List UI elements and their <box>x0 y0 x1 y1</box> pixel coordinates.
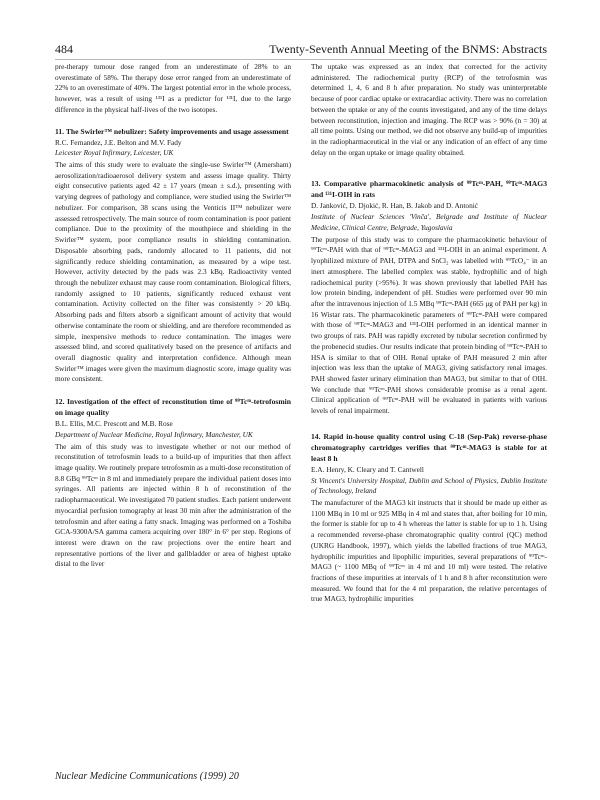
journal-footer: Nuclear Medicine Communications (1999) 20 <box>55 771 239 782</box>
abstract-11-affiliation: Leicester Royal Infirmary, Leicester, UK <box>55 148 174 158</box>
abstract-11-body: The aims of this study were to evaluate the single-use Swirler™ (Amersham) aerosolization/radioaerosol delivery system and assess image quality. Thirty eight consecutive patients aged 42 ± 17 years (mean ± s.d.), presenting with varying degrees of pathology and compliance, were studied using the Swirler™ nebulizer. For comparison, 38 scans using the Venticis II™ nebulizer were assessed retrospectively. The main source of room contamination is poor patient compliance. Due to the proximity of the mouthpiece and shielding in the Swirler™ system, poor compliance results in shielding contamination. Disposable absorbing pads, randomly allocated to 11 patients, did not significantly reduce shielding contamination, as measured by a wipe test. However, activity detected by the pads was 2.3 kBq. Radioactivity vented through the nebulizer exhaust may cause room contamination. Biological filters, randomly assigned to 10 patients, significantly reduced exhaust vent contamination. Activity collected on the filter was consistently > 20 kBq. Absorbing pads and filters absorb a significant amount of activity that would otherwise contaminate the room or shielding, and are therefore recommended as simple, inexpensive methods to reduce contamination. The images were assessed blind, and scored qualitatively based on the presence of artifacts and overall diagnostic quality and interpretation confidence. Although mean Swirler™ images were given the maximum diagnostic score, image quality was more consistent. <box>55 160 291 384</box>
abstract-12 <box>55 396 291 570</box>
abstract-11-title: 11. The Swirler™ nebulizer: Safety improvements and usage assessment <box>55 126 289 136</box>
abstract-12-authors: B.L. Ellis, M.C. Prescott and M.B. Rose <box>55 419 173 429</box>
abstract-11 <box>55 126 291 386</box>
abstract-14-title: 14. Rapid in-house quality control using C-18 (Sep-Pak) reverse-phase chromatography cartridges verifies that ⁹⁹Tcᵐ-MAG3 is stable for at least 8 h <box>311 431 547 463</box>
running-title: Twenty-Seventh Annual Meeting of the BNMS: Abstracts <box>269 42 547 56</box>
abstract-12-affiliation: Department of Nuclear Medicine, Royal Infirmary, Manchester, UK <box>55 429 253 439</box>
abstract-14 <box>311 431 547 605</box>
continuation-paragraph-right: The uptake was expressed as an index that corrected for the activity administered. The radiochemical purity (RCP) of the tetrofosmin was determined 1, 4, 6 and 8 h after preparation. No study was uninterpretable because of poor cardiac uptake or extracardiac activity. There was no correlation between the uptake or any of the counts investigated, and any of the time delays between reconstitution, injection and imaging. The RCP was > 90% (n = 30) at all time points. Using our method, we did not observe any build-up of impurities in the radiopharmaceutical in the vial or any indication of an effect of any time delay on the organ uptake or image quality obtained. <box>311 62 547 157</box>
continuation-paragraph: pre-therapy tumour dose ranged from an underestimate of 28% to an overestimate of 58%. The therapy dose error ranged from an underestimate of 22% to an overestimate of 40%. The largest potential error in the whole process, however, was a result of using ¹³¹I as a predictor for ¹³¹I, due to the large difference in the physical half-lives of the two isotopes. <box>55 62 291 114</box>
abstract-14-body: The manufacturer of the MAG3 kit instructs that it should be made up either as 1100 MBq in 10 ml or 925 MBq in 4 ml and states that, after boiling for 10 min, the former is stable for up to 4 h whereas the latter is stable for up to 1 h. Using a recommended reverse-phase chromatographic quality control (QC) method (UKRG Handbook, 1997), which yields the labelled fractions of true MAG3, hydrophilic impurities and lipophilic impurities, several preparations of ⁹⁹Tcᵐ-MAG3 (~ 1100 MBq of ⁹⁹Tcᵐ in 4 ml and 10 ml) were tested. The relative fractions of these impurities at intervals of 1 h and 8 h after reconstitution were measured. We found that for the 4 ml preparation, the relative percentages of true MAG3, hydrophilic impurities <box>311 498 547 604</box>
running-header <box>55 42 547 60</box>
right-column <box>311 62 547 605</box>
abstract-12-title: 12. Investigation of the effect of reconstitution time of ⁹⁹Tcᵐ-tetrofosmin on image quality <box>55 397 291 418</box>
left-column <box>55 62 291 570</box>
abstract-13-affiliation: Institute of Nuclear Sciences 'Vinča', Belgrade and Institute of Nuclear Medicine, Clinical Centre, Belgrade, Yugoslavia <box>311 212 547 232</box>
abstract-14-affiliation: St Vincent's University Hospital, Dublin and School of Physics, Dublin Institute of Technology, Ireland <box>311 475 547 496</box>
abstract-14-authors: E.A. Henry, K. Cleary and T. Cantwell <box>311 464 424 474</box>
abstract-11-authors: R.C. Fernandez, J.E. Belton and M.V. Fady <box>55 137 182 147</box>
abstract-13-title: 13. Comparative pharmacokinetic analysis of ⁹⁹Tcᵐ-PAH, ⁹⁹Tcᵐ-MAG3 and ¹³¹I-OIH in rats <box>311 179 547 200</box>
abstract-13-body: The purpose of this study was to compare the pharmacokinetic behaviour of ⁹⁹Tcᵐ-PAH with that of ⁹⁹Tcᵐ-MAG3 and ¹³¹I-OIH in an animal experiment. A lyophilized mixture of PAH, DTPA and SnCl₂ was labelled with ⁹⁹TcO₄⁻ in an inert atmosphere. The labelled complex was stable, hydrophilic and of high radiochemical purity (>95%). It was shown previously that labelled PAH has low protein binding, independent of pH. Studies were performed over 90 min after the intravenous injection of 1.5 MBq ⁹⁹Tcᵐ-PAH (665 μg of PAH per kg) in 16 Wistar rats. The pharmacokinetic parameters of ⁹⁹Tcᵐ-PAH were compared with those of ⁹⁹Tcᵐ-MAG3 and ¹³¹I-OIH performed in an identical manner in two groups of rats. PAH was rapidly excreted by tubular secretion confirmed by the probenecid studies. Our results indicate that protein binding of ⁹⁹Tcᵐ-PAH to HSA is similar to that of OIH. Renal uptake of PAH measured 2 min after injection was less than the uptake of MAG3, giving satisfactory renal images. PAH showed faster urinary elimination than MAG3, but similar to that of OIH. We conclude that ⁹⁹Tcᵐ-PAH shows considerable promise as a renal agent. Clinical application of ⁹⁹Tcᵐ-PAH will be evaluated in patients with various levels of renal impairment. <box>311 234 547 416</box>
abstract-12-body: The aim of this study was to investigate whether or not our method of reconstitution of tetrofosmin leads to a build-up of impurities that then affect image quality. We routinely prepare tetrofosmin as a multi-dose reconstitution of 8.8 GBq ⁹⁹Tcᵐ in 8 ml and immediately prepare the individual patient doses into syringes. All patients are injected within 8 h of reconstitution of the radiopharmaceutical. We investigated 70 patient studies. Each patient underwent myocardial perfusion tomography at least 30 min after the administration of the tetrofosmin and after eating a fatty snack. Imaging was performed on a Toshiba GCA-9300A/SA gamma camera acquiring over 180° in 6° per step. Regions of interest were drawn on the raw projections over the entire heart and representative portions of the liver and gallbladder or area of highest uptake distal to the liver <box>55 441 291 569</box>
abstract-13-authors: D. Janković, D. Djokić, R. Han, B. Jakob and D. Antonić <box>311 201 478 211</box>
page-number: 484 <box>55 42 73 56</box>
abstract-13 <box>311 178 547 416</box>
